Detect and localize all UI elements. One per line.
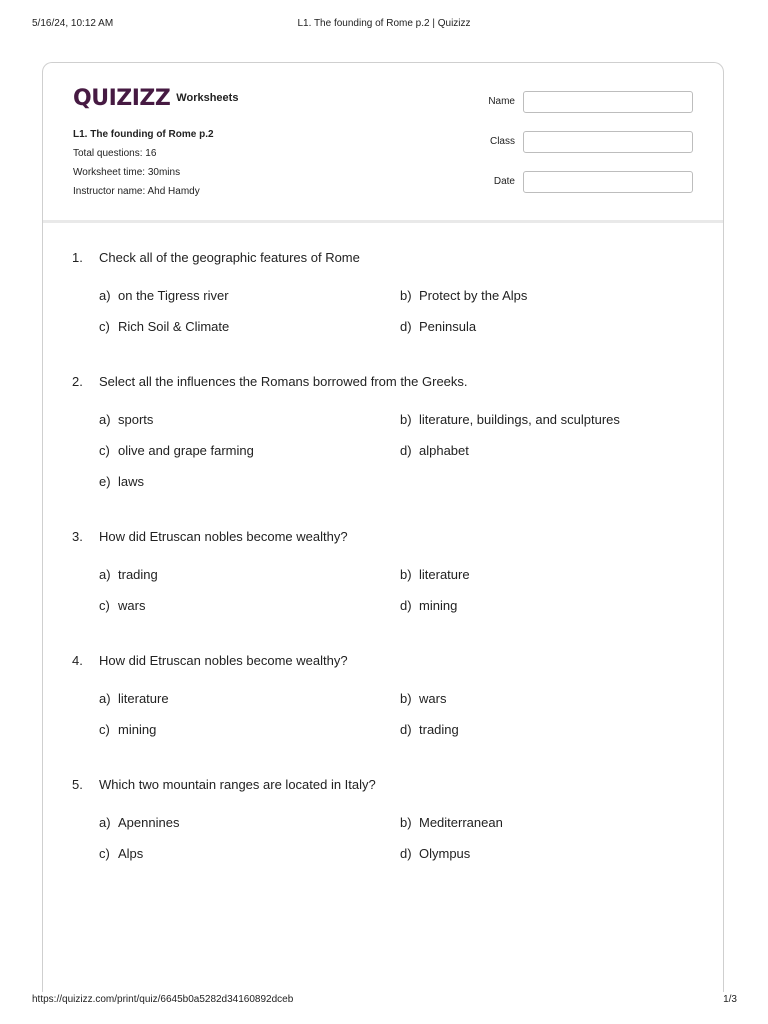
date-label: Date — [493, 176, 515, 187]
option-text: mining — [118, 722, 157, 737]
option-text: mining — [419, 598, 458, 613]
question-number: 1. — [72, 250, 83, 265]
option-letter: d) — [400, 722, 412, 737]
class-field-row — [463, 131, 695, 155]
option-d — [400, 319, 476, 334]
class-label: Class — [489, 136, 515, 147]
option-letter: d) — [400, 443, 412, 458]
option-c — [99, 443, 254, 458]
question-text: Check all of the geographic features of Rome — [99, 250, 360, 265]
option-d — [400, 846, 470, 861]
option-text: literature, buildings, and sculptures — [419, 412, 620, 427]
option-text: Alps — [118, 846, 144, 861]
option-letter: a) — [99, 412, 111, 427]
total-questions: Total questions: 16 — [73, 148, 157, 159]
option-letter: b) — [400, 288, 412, 303]
option-a — [99, 567, 158, 582]
option-letter: c) — [99, 319, 110, 334]
option-letter: a) — [99, 815, 111, 830]
question-number: 5. — [72, 777, 83, 792]
worksheet-sheet — [42, 62, 724, 992]
option-b — [400, 412, 620, 427]
print-url: https://quizizz.com/print/quiz/6645b0a5282d34160892dceb — [32, 994, 294, 1005]
option-c — [99, 319, 229, 334]
logo-wordmark: QUIZIZZ — [73, 85, 171, 111]
option-text: wars — [419, 691, 447, 706]
option-letter: e) — [99, 474, 111, 489]
option-letter: a) — [99, 567, 111, 582]
option-d — [400, 598, 457, 613]
option-a — [99, 288, 229, 303]
name-field[interactable] — [523, 91, 693, 113]
date-field-row — [463, 171, 695, 195]
worksheet-header — [43, 63, 723, 223]
option-c — [99, 722, 156, 737]
worksheet-time: Worksheet time: 30mins — [73, 167, 181, 178]
option-text: laws — [118, 474, 145, 489]
option-letter: a) — [99, 691, 111, 706]
print-header — [0, 18, 768, 32]
option-letter: d) — [400, 598, 412, 613]
option-text: Protect by the Alps — [419, 288, 528, 303]
date-field[interactable] — [523, 171, 693, 193]
option-text: on the Tigress river — [118, 288, 229, 303]
option-d — [400, 443, 469, 458]
option-text: literature — [118, 691, 169, 706]
name-field-row — [463, 91, 695, 115]
print-datetime: 5/16/24, 10:12 AM — [32, 18, 114, 29]
question-text: Which two mountain ranges are located in Italy? — [99, 777, 376, 792]
option-letter: b) — [400, 412, 412, 427]
option-a — [99, 412, 153, 427]
option-b — [400, 567, 470, 582]
option-text: Peninsula — [419, 319, 477, 334]
option-letter: d) — [400, 846, 412, 861]
option-letter: b) — [400, 691, 412, 706]
question-number: 4. — [72, 653, 83, 668]
option-text: trading — [419, 722, 459, 737]
option-text: Mediterranean — [419, 815, 503, 830]
question-text: Select all the influences the Romans borrowed from the Greeks. — [99, 374, 468, 389]
option-a — [99, 691, 169, 706]
option-text: sports — [118, 412, 154, 427]
option-text: Olympus — [419, 846, 471, 861]
question-text: How did Etruscan nobles become wealthy? — [99, 653, 348, 668]
option-e — [99, 474, 144, 489]
option-b — [400, 815, 503, 830]
option-letter: a) — [99, 288, 111, 303]
option-letter: d) — [400, 319, 412, 334]
instructor-name: Instructor name: Ahd Hamdy — [73, 186, 200, 197]
option-c — [99, 598, 145, 613]
print-footer — [0, 994, 768, 1008]
quizizz-logo — [73, 85, 238, 111]
option-d — [400, 722, 459, 737]
name-label: Name — [488, 96, 515, 107]
option-text: trading — [118, 567, 158, 582]
option-letter: b) — [400, 815, 412, 830]
worksheet-title: L1. The founding of Rome p.2 — [73, 129, 214, 140]
question-number: 3. — [72, 529, 83, 544]
question-number: 2. — [72, 374, 83, 389]
option-a — [99, 815, 179, 830]
option-text: literature — [419, 567, 470, 582]
class-field[interactable] — [523, 131, 693, 153]
print-page-number: 1/3 — [723, 994, 737, 1005]
option-letter: c) — [99, 598, 110, 613]
option-text: olive and grape farming — [118, 443, 254, 458]
option-b — [400, 288, 527, 303]
option-b — [400, 691, 446, 706]
worksheet-meta — [73, 125, 214, 201]
option-letter: c) — [99, 443, 110, 458]
option-letter: b) — [400, 567, 412, 582]
option-letter: c) — [99, 722, 110, 737]
option-text: wars — [118, 598, 146, 613]
option-letter: c) — [99, 846, 110, 861]
option-c — [99, 846, 143, 861]
question-text: How did Etruscan nobles become wealthy? — [99, 529, 348, 544]
logo-section-label: Worksheets — [176, 92, 239, 104]
option-text: Rich Soil & Climate — [118, 319, 230, 334]
option-text: Apennines — [118, 815, 180, 830]
print-page-title: L1. The founding of Rome p.2 | Quizizz — [297, 18, 471, 29]
option-text: alphabet — [419, 443, 469, 458]
